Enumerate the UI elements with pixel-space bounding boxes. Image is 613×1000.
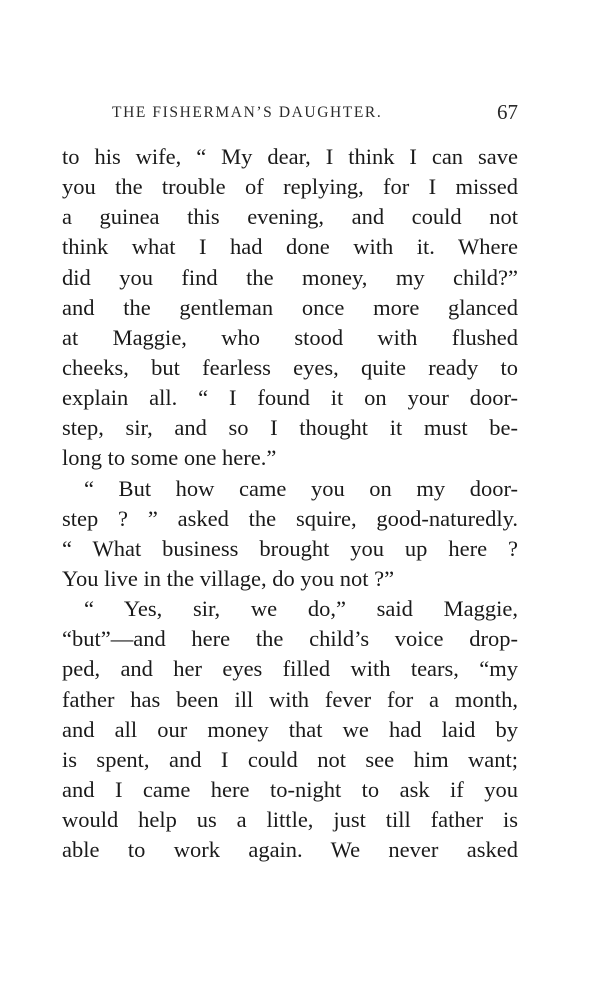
text-line: explain all. “ I found it on your door- bbox=[62, 385, 518, 411]
body-text bbox=[62, 142, 518, 865]
text-line: and I came here to-night to ask if you bbox=[62, 776, 518, 802]
text-line: and all our money that we had laid by bbox=[62, 716, 518, 742]
text-line: and the gentleman once more glanced bbox=[62, 294, 518, 320]
text-line: is spent, and I could not see him want; bbox=[62, 746, 518, 772]
page-number: 67 bbox=[497, 100, 518, 124]
text-line: “ But how came you on my door- bbox=[84, 475, 518, 501]
text-line: step, sir, and so I thought it must be- bbox=[62, 415, 518, 441]
text-line: father has been ill with fever for a month, bbox=[62, 686, 518, 712]
text-line: “but”—and here the child’s voice drop- bbox=[62, 626, 518, 652]
running-header bbox=[62, 100, 518, 130]
text-line: long to some one here.” bbox=[62, 445, 277, 471]
text-line: at Maggie, who stood with flushed bbox=[62, 324, 518, 350]
text-line: able to work again. We never asked bbox=[62, 837, 518, 863]
text-line: think what I had done with it. Where bbox=[62, 234, 518, 260]
text-line: “ Yes, sir, we do,” said Maggie, bbox=[84, 596, 518, 622]
text-line: “ What business brought you up here ? bbox=[62, 535, 518, 561]
text-line: cheeks, but fearless eyes, quite ready to bbox=[62, 354, 518, 380]
text-line: would help us a little, just till father is bbox=[62, 807, 518, 833]
text-line: ped, and her eyes filled with tears, “my bbox=[62, 656, 518, 682]
text-line: a guinea this evening, and could not bbox=[62, 204, 518, 230]
text-line: You live in the village, do you not ?” bbox=[62, 565, 395, 591]
text-line: to his wife, “ My dear, I think I can save bbox=[62, 144, 518, 169]
running-title: THE FISHERMAN’S DAUGHTER. bbox=[112, 104, 383, 121]
text-line: did you find the money, my child?” bbox=[62, 264, 518, 290]
text-line: you the trouble of replying, for I missed bbox=[62, 174, 518, 200]
text-line: step ? ” asked the squire, good-naturedly. bbox=[62, 505, 518, 531]
